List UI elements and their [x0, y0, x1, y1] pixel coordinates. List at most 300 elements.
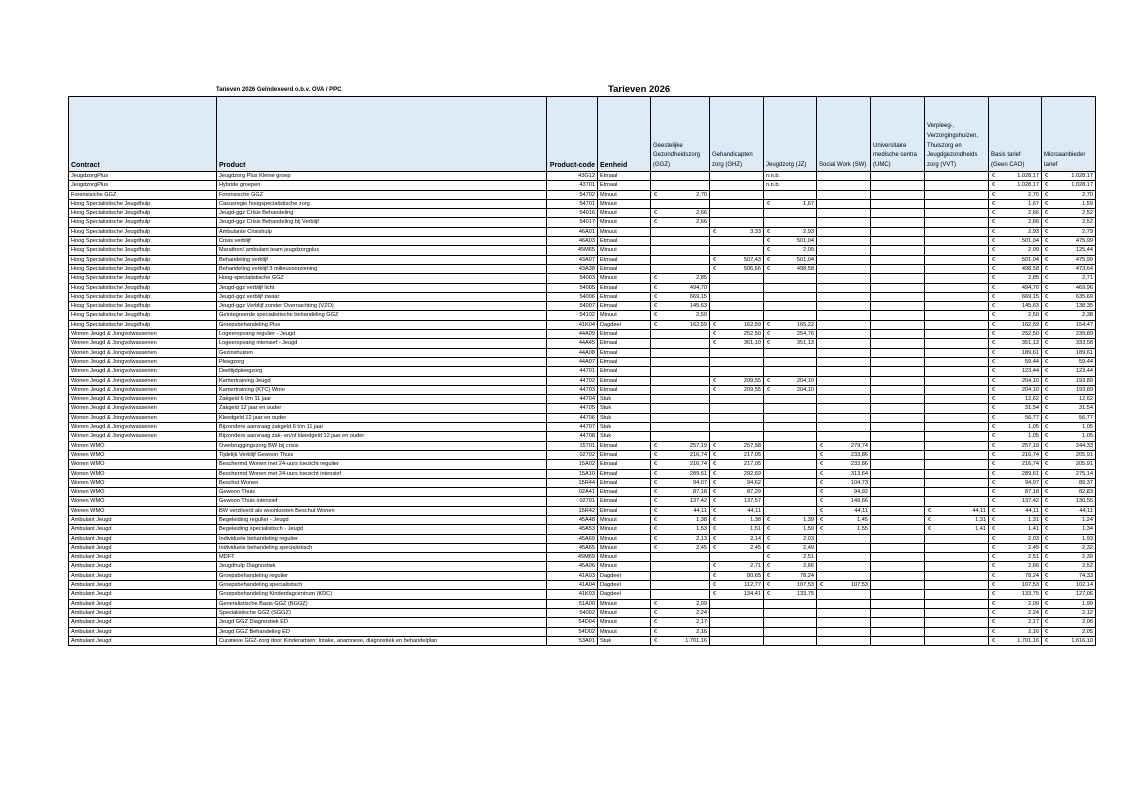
cell-basis-tarief[interactable] [989, 581, 1042, 590]
cell-product-code[interactable]: 44705 [547, 404, 598, 413]
cell-vvt[interactable] [925, 172, 989, 181]
cell-sw[interactable] [817, 395, 871, 404]
cell-eenheid[interactable]: Minuut [598, 599, 651, 608]
table-row[interactable] [69, 460, 1096, 469]
cell-sw[interactable] [817, 441, 871, 450]
cell-eenheid[interactable]: Etmaal [598, 488, 651, 497]
cell-ggz[interactable] [651, 181, 710, 190]
cell-umc[interactable] [871, 395, 925, 404]
cell-ggz[interactable] [651, 209, 710, 218]
cell-product-code[interactable]: 54016 [547, 209, 598, 218]
cell-umc[interactable] [871, 357, 925, 366]
cell-product[interactable]: Gewoon Thuis [217, 488, 547, 497]
cell-jz[interactable] [764, 209, 817, 218]
cell-umc[interactable] [871, 292, 925, 301]
cell-micro-tarief[interactable] [1042, 395, 1096, 404]
cell-ghz[interactable] [710, 423, 764, 432]
cell-vvt[interactable] [925, 543, 989, 552]
table-row[interactable] [69, 581, 1096, 590]
table-row[interactable] [69, 553, 1096, 562]
cell-micro-tarief[interactable] [1042, 404, 1096, 413]
cell-sw[interactable] [817, 515, 871, 524]
cell-micro-tarief[interactable] [1042, 172, 1096, 181]
cell-contract[interactable]: Hoog Specialistische Jeugdhulp [69, 274, 217, 283]
cell-contract[interactable]: Ambulant Jeugd [69, 618, 217, 627]
cell-product[interactable]: Behandeling verblijf [217, 255, 547, 264]
cell-product[interactable]: Gewoon Thuis intensief [217, 497, 547, 506]
cell-basis-tarief[interactable] [989, 432, 1042, 441]
cell-vvt[interactable] [925, 618, 989, 627]
cell-micro-tarief[interactable] [1042, 227, 1096, 236]
cell-micro-tarief[interactable] [1042, 553, 1096, 562]
cell-jz[interactable] [764, 302, 817, 311]
cell-contract[interactable]: Ambulant Jeugd [69, 590, 217, 599]
cell-ghz[interactable] [710, 497, 764, 506]
cell-product-code[interactable]: 15701 [547, 441, 598, 450]
cell-eenheid[interactable]: Minuut [598, 190, 651, 199]
cell-basis-tarief[interactable] [989, 441, 1042, 450]
cell-vvt[interactable] [925, 636, 989, 645]
cell-product[interactable]: Casusregie hoogspecialistische zorg [217, 199, 547, 208]
cell-product[interactable]: Jeugd-ggz verblijf zwaar [217, 292, 547, 301]
cell-micro-tarief[interactable] [1042, 590, 1096, 599]
cell-micro-tarief[interactable] [1042, 209, 1096, 218]
cell-contract[interactable]: Ambulant Jeugd [69, 636, 217, 645]
cell-vvt[interactable] [925, 274, 989, 283]
cell-ggz[interactable] [651, 227, 710, 236]
cell-product[interactable]: Ambulante Crisishulp [217, 227, 547, 236]
cell-contract[interactable]: Ambulant Jeugd [69, 627, 217, 636]
cell-ghz[interactable] [710, 274, 764, 283]
cell-umc[interactable] [871, 330, 925, 339]
cell-ggz[interactable] [651, 330, 710, 339]
table-row[interactable] [69, 320, 1096, 329]
cell-sw[interactable] [817, 237, 871, 246]
cell-basis-tarief[interactable] [989, 506, 1042, 515]
cell-sw[interactable] [817, 311, 871, 320]
cell-ggz[interactable] [651, 237, 710, 246]
cell-umc[interactable] [871, 432, 925, 441]
cell-sw[interactable] [817, 385, 871, 394]
cell-basis-tarief[interactable] [989, 181, 1042, 190]
cell-vvt[interactable] [925, 450, 989, 459]
cell-eenheid[interactable]: Dagdeel [598, 590, 651, 599]
cell-umc[interactable] [871, 497, 925, 506]
cell-eenheid[interactable]: Minuut [598, 553, 651, 562]
cell-basis-tarief[interactable] [989, 292, 1042, 301]
cell-umc[interactable] [871, 636, 925, 645]
cell-vvt[interactable] [925, 506, 989, 515]
cell-sw[interactable] [817, 413, 871, 422]
cell-jz[interactable] [764, 339, 817, 348]
cell-micro-tarief[interactable] [1042, 348, 1096, 357]
cell-sw[interactable] [817, 348, 871, 357]
cell-ggz[interactable] [651, 571, 710, 580]
cell-eenheid[interactable]: Etmaal [598, 172, 651, 181]
cell-umc[interactable] [871, 423, 925, 432]
cell-basis-tarief[interactable] [989, 255, 1042, 264]
cell-product-code[interactable]: 54702 [547, 190, 598, 199]
table-row[interactable] [69, 395, 1096, 404]
cell-basis-tarief[interactable] [989, 339, 1042, 348]
cell-ggz[interactable] [651, 348, 710, 357]
cell-ggz[interactable] [651, 339, 710, 348]
cell-product[interactable]: Bijzondere aanvraag zakgeld 6 t/m 11 jaar [217, 423, 547, 432]
cell-contract[interactable]: Forensisiche GGZ [69, 190, 217, 199]
cell-umc[interactable] [871, 525, 925, 534]
cell-ghz[interactable] [710, 432, 764, 441]
cell-ggz[interactable] [651, 311, 710, 320]
cell-basis-tarief[interactable] [989, 469, 1042, 478]
cell-eenheid[interactable]: Etmaal [598, 330, 651, 339]
cell-umc[interactable] [871, 590, 925, 599]
cell-jz[interactable] [764, 237, 817, 246]
cell-contract[interactable]: Hoog Specialistische Jeugdhulp [69, 255, 217, 264]
cell-ggz[interactable] [651, 460, 710, 469]
cell-eenheid[interactable]: Etmaal [598, 460, 651, 469]
cell-ggz[interactable] [651, 618, 710, 627]
cell-product[interactable]: Overbruggingszorg BW bij crisis [217, 441, 547, 450]
cell-basis-tarief[interactable] [989, 515, 1042, 524]
table-row[interactable] [69, 488, 1096, 497]
cell-product[interactable]: Zakgeld 6 t/m 11 jaar [217, 395, 547, 404]
cell-umc[interactable] [871, 367, 925, 376]
cell-product[interactable]: Jeugdzorg Plus Kleine groep [217, 172, 547, 181]
cell-ggz[interactable] [651, 608, 710, 617]
cell-product[interactable]: Kamertraining Jeugd [217, 376, 547, 385]
cell-contract[interactable]: Wonen WMO [69, 488, 217, 497]
cell-jz[interactable] [764, 553, 817, 562]
cell-micro-tarief[interactable] [1042, 292, 1096, 301]
header-jz[interactable]: Jeugdzorg (JZ) [764, 97, 817, 172]
cell-sw[interactable] [817, 199, 871, 208]
cell-eenheid[interactable]: Minuut [598, 543, 651, 552]
cell-micro-tarief[interactable] [1042, 264, 1096, 273]
cell-micro-tarief[interactable] [1042, 255, 1096, 264]
table-row[interactable] [69, 199, 1096, 208]
cell-ggz[interactable] [651, 283, 710, 292]
cell-product[interactable]: Kleedgeld 12 jaar en ouder [217, 413, 547, 422]
cell-product-code[interactable]: 45A06 [547, 562, 598, 571]
cell-umc[interactable] [871, 571, 925, 580]
cell-ghz[interactable] [710, 227, 764, 236]
cell-basis-tarief[interactable] [989, 618, 1042, 627]
table-row[interactable] [69, 413, 1096, 422]
cell-eenheid[interactable]: Minuut [598, 534, 651, 543]
cell-micro-tarief[interactable] [1042, 441, 1096, 450]
cell-ggz[interactable] [651, 376, 710, 385]
cell-umc[interactable] [871, 320, 925, 329]
cell-product[interactable]: Jeugd GGZ Behandeling ED [217, 627, 547, 636]
cell-jz[interactable] [764, 283, 817, 292]
cell-product-code[interactable]: 44A07 [547, 357, 598, 366]
cell-micro-tarief[interactable] [1042, 581, 1096, 590]
cell-umc[interactable] [871, 283, 925, 292]
cell-ggz[interactable] [651, 627, 710, 636]
cell-contract[interactable]: JeugdzorgPlus [69, 181, 217, 190]
cell-vvt[interactable] [925, 590, 989, 599]
cell-product[interactable]: Forensische GGZ [217, 190, 547, 199]
cell-ghz[interactable] [710, 478, 764, 487]
cell-product[interactable]: Pleegzorg [217, 357, 547, 366]
cell-ghz[interactable] [710, 488, 764, 497]
cell-ghz[interactable] [710, 581, 764, 590]
table-row[interactable] [69, 311, 1096, 320]
cell-product[interactable]: Begeleiding regulier - Jeugd [217, 515, 547, 524]
cell-jz[interactable] [764, 506, 817, 515]
cell-basis-tarief[interactable] [989, 571, 1042, 580]
cell-product[interactable]: Crisis verblijf [217, 237, 547, 246]
cell-jz[interactable] [764, 255, 817, 264]
cell-eenheid[interactable]: Minuut [598, 525, 651, 534]
cell-eenheid[interactable]: Minuut [598, 311, 651, 320]
cell-micro-tarief[interactable] [1042, 199, 1096, 208]
cell-product[interactable]: Groepsbehandeling specialistisch [217, 581, 547, 590]
cell-product[interactable]: Beschermd Wonen met 24-uurs toezicht regulier [217, 460, 547, 469]
cell-umc[interactable] [871, 172, 925, 181]
cell-jz[interactable] [764, 330, 817, 339]
cell-jz[interactable] [764, 311, 817, 320]
cell-basis-tarief[interactable] [989, 209, 1042, 218]
cell-micro-tarief[interactable] [1042, 432, 1096, 441]
cell-contract[interactable]: Ambulant Jeugd [69, 571, 217, 580]
cell-ggz[interactable] [651, 274, 710, 283]
cell-product[interactable]: Individuele behandeling specialistisch [217, 543, 547, 552]
cell-vvt[interactable] [925, 218, 989, 227]
cell-ghz[interactable] [710, 292, 764, 301]
cell-ggz[interactable] [651, 497, 710, 506]
cell-vvt[interactable] [925, 209, 989, 218]
cell-ggz[interactable] [651, 581, 710, 590]
table-row[interactable] [69, 302, 1096, 311]
cell-micro-tarief[interactable] [1042, 478, 1096, 487]
cell-basis-tarief[interactable] [989, 534, 1042, 543]
cell-vvt[interactable] [925, 367, 989, 376]
cell-ghz[interactable] [710, 534, 764, 543]
cell-micro-tarief[interactable] [1042, 525, 1096, 534]
cell-product-code[interactable]: 44A45 [547, 339, 598, 348]
cell-product[interactable]: Generalistische Basis GGZ (BGGZ) [217, 599, 547, 608]
cell-basis-tarief[interactable] [989, 450, 1042, 459]
cell-contract[interactable]: Wonen WMO [69, 441, 217, 450]
cell-micro-tarief[interactable] [1042, 320, 1096, 329]
cell-micro-tarief[interactable] [1042, 330, 1096, 339]
cell-eenheid[interactable]: Minuut [598, 627, 651, 636]
cell-basis-tarief[interactable] [989, 274, 1042, 283]
cell-product-code[interactable]: 54007 [547, 302, 598, 311]
cell-micro-tarief[interactable] [1042, 627, 1096, 636]
cell-ghz[interactable] [710, 404, 764, 413]
cell-jz[interactable] [764, 469, 817, 478]
cell-eenheid[interactable]: Etmaal [598, 478, 651, 487]
cell-product-code[interactable]: 44707 [547, 423, 598, 432]
cell-product[interactable]: Bijzondere aanvraag zak- en/of kleedgeld 12 jaar en ouder [217, 432, 547, 441]
cell-eenheid[interactable]: Etmaal [598, 385, 651, 394]
cell-ggz[interactable] [651, 292, 710, 301]
cell-product-code[interactable]: 41A03 [547, 571, 598, 580]
cell-jz[interactable] [764, 627, 817, 636]
cell-product[interactable]: Beschermd Wonen met 24-uurs toezicht intensief [217, 469, 547, 478]
cell-vvt[interactable] [925, 395, 989, 404]
cell-jz[interactable] [764, 543, 817, 552]
cell-vvt[interactable] [925, 320, 989, 329]
cell-ghz[interactable] [710, 506, 764, 515]
cell-ghz[interactable] [710, 357, 764, 366]
table-row[interactable] [69, 423, 1096, 432]
cell-product-code[interactable]: 02702 [547, 450, 598, 459]
cell-contract[interactable]: Ambulant Jeugd [69, 581, 217, 590]
cell-jz[interactable] [764, 618, 817, 627]
cell-micro-tarief[interactable] [1042, 497, 1096, 506]
cell-product[interactable]: Curatieve GGZ-zorg door Kinderartsen: Intake, anamnese, diagnostiek en behandelplan [217, 636, 547, 645]
cell-product[interactable]: Specialistische GGZ (SGGZ) [217, 608, 547, 617]
cell-product-code[interactable]: 41K04 [547, 320, 598, 329]
cell-ghz[interactable] [710, 450, 764, 459]
cell-eenheid[interactable]: Dagdeel [598, 320, 651, 329]
cell-jz[interactable] [764, 571, 817, 580]
cell-product-code[interactable]: 43701 [547, 181, 598, 190]
cell-umc[interactable] [871, 255, 925, 264]
cell-ghz[interactable] [710, 190, 764, 199]
cell-umc[interactable] [871, 627, 925, 636]
cell-jz[interactable] [764, 525, 817, 534]
cell-product[interactable]: Kamertraining (KTC) Wmo [217, 385, 547, 394]
table-row[interactable] [69, 525, 1096, 534]
cell-jz[interactable] [764, 478, 817, 487]
cell-product-code[interactable]: 45M69 [547, 553, 598, 562]
cell-ggz[interactable] [651, 395, 710, 404]
cell-eenheid[interactable]: Etmaal [598, 181, 651, 190]
cell-micro-tarief[interactable] [1042, 339, 1096, 348]
cell-product[interactable]: Individuele behandeling regulier [217, 534, 547, 543]
table-row[interactable] [69, 515, 1096, 524]
header-umc[interactable]: Universitaire medische centra (UMC) [871, 97, 925, 172]
cell-sw[interactable] [817, 255, 871, 264]
cell-contract[interactable]: Wonen WMO [69, 460, 217, 469]
cell-product-code[interactable]: 53A01 [547, 636, 598, 645]
cell-ggz[interactable] [651, 450, 710, 459]
cell-ggz[interactable] [651, 590, 710, 599]
cell-jz[interactable] [764, 432, 817, 441]
cell-jz[interactable] [764, 590, 817, 599]
cell-eenheid[interactable]: Minuut [598, 608, 651, 617]
cell-product-code[interactable]: 41K03 [547, 590, 598, 599]
cell-product-code[interactable]: 15R42 [547, 506, 598, 515]
cell-vvt[interactable] [925, 413, 989, 422]
cell-micro-tarief[interactable] [1042, 515, 1096, 524]
cell-basis-tarief[interactable] [989, 599, 1042, 608]
cell-ggz[interactable] [651, 441, 710, 450]
cell-ghz[interactable] [710, 413, 764, 422]
cell-vvt[interactable] [925, 255, 989, 264]
cell-jz[interactable] [764, 190, 817, 199]
cell-micro-tarief[interactable] [1042, 543, 1096, 552]
cell-basis-tarief[interactable] [989, 246, 1042, 255]
cell-micro-tarief[interactable] [1042, 618, 1096, 627]
cell-sw[interactable] [817, 469, 871, 478]
cell-vvt[interactable] [925, 311, 989, 320]
cell-ghz[interactable] [710, 255, 764, 264]
cell-vvt[interactable] [925, 339, 989, 348]
cell-sw[interactable] [817, 357, 871, 366]
cell-jz[interactable] [764, 460, 817, 469]
cell-ghz[interactable] [710, 264, 764, 273]
cell-sw[interactable] [817, 376, 871, 385]
table-row[interactable] [69, 376, 1096, 385]
cell-contract[interactable]: Wonen Jeugd & Jongvolwassenen [69, 423, 217, 432]
cell-product-code[interactable]: 44708 [547, 432, 598, 441]
cell-contract[interactable]: Ambulant Jeugd [69, 515, 217, 524]
cell-contract[interactable]: Ambulant Jeugd [69, 534, 217, 543]
cell-ggz[interactable] [651, 302, 710, 311]
table-row[interactable] [69, 571, 1096, 580]
cell-ghz[interactable] [710, 590, 764, 599]
cell-contract[interactable]: Hoog Specialistische Jeugdhulp [69, 264, 217, 273]
cell-product[interactable]: Hybride groepen [217, 181, 547, 190]
cell-contract[interactable]: Wonen WMO [69, 469, 217, 478]
cell-jz[interactable] [764, 246, 817, 255]
cell-vvt[interactable] [925, 562, 989, 571]
cell-ghz[interactable] [710, 237, 764, 246]
table-row[interactable] [69, 441, 1096, 450]
cell-ghz[interactable] [710, 627, 764, 636]
cell-micro-tarief[interactable] [1042, 302, 1096, 311]
cell-eenheid[interactable]: Stuk [598, 404, 651, 413]
cell-vvt[interactable] [925, 599, 989, 608]
table-row[interactable] [69, 264, 1096, 273]
cell-umc[interactable] [871, 441, 925, 450]
cell-ghz[interactable] [710, 543, 764, 552]
cell-product-code[interactable]: 44704 [547, 395, 598, 404]
cell-ghz[interactable] [710, 283, 764, 292]
table-row[interactable] [69, 348, 1096, 357]
cell-ggz[interactable] [651, 515, 710, 524]
cell-umc[interactable] [871, 311, 925, 320]
cell-jz[interactable] [764, 534, 817, 543]
table-row[interactable] [69, 283, 1096, 292]
cell-basis-tarief[interactable] [989, 385, 1042, 394]
cell-umc[interactable] [871, 264, 925, 273]
cell-sw[interactable] [817, 450, 871, 459]
cell-ggz[interactable] [651, 534, 710, 543]
cell-vvt[interactable] [925, 376, 989, 385]
cell-vvt[interactable] [925, 525, 989, 534]
cell-basis-tarief[interactable] [989, 199, 1042, 208]
cell-vvt[interactable] [925, 246, 989, 255]
table-row[interactable] [69, 469, 1096, 478]
cell-product[interactable]: Groepsbehandeling Kinderdagcentrum (KDC) [217, 590, 547, 599]
table-row[interactable] [69, 190, 1096, 199]
cell-vvt[interactable] [925, 199, 989, 208]
cell-vvt[interactable] [925, 627, 989, 636]
cell-vvt[interactable] [925, 423, 989, 432]
cell-vvt[interactable] [925, 357, 989, 366]
cell-sw[interactable] [817, 460, 871, 469]
table-row[interactable] [69, 404, 1096, 413]
cell-micro-tarief[interactable] [1042, 506, 1096, 515]
cell-product-code[interactable]: 44706 [547, 413, 598, 422]
cell-product-code[interactable]: 45A69 [547, 534, 598, 543]
cell-jz[interactable] [764, 385, 817, 394]
cell-vvt[interactable] [925, 497, 989, 506]
table-row[interactable] [69, 618, 1096, 627]
cell-eenheid[interactable]: Minuut [598, 562, 651, 571]
cell-jz[interactable] [764, 357, 817, 366]
cell-basis-tarief[interactable] [989, 172, 1042, 181]
table-row[interactable] [69, 209, 1096, 218]
cell-umc[interactable] [871, 199, 925, 208]
cell-ghz[interactable] [710, 460, 764, 469]
